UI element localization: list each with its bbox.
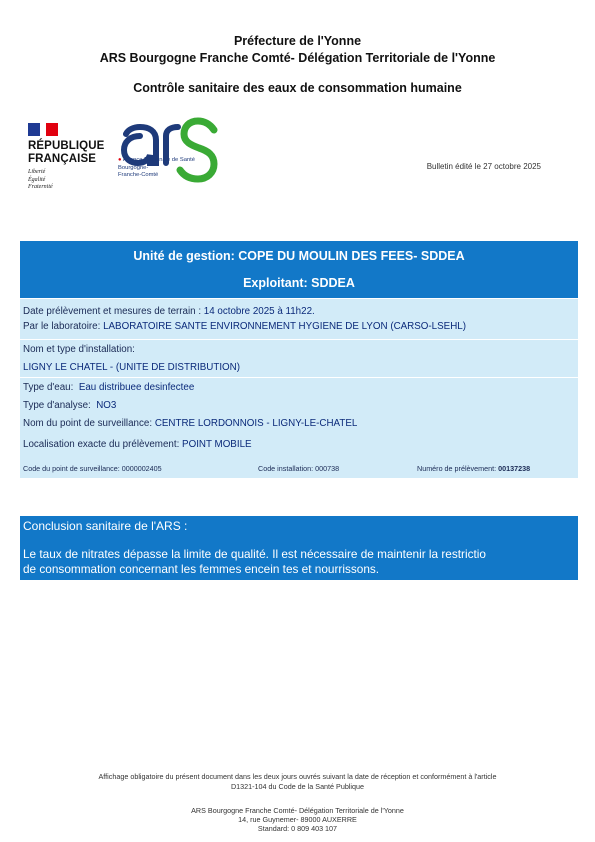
code-point-value: 0000002405	[121, 464, 162, 473]
footer-phone: Standard: 0 809 403 107	[257, 824, 338, 832]
prefecture-title: Préfecture de l'Yonne	[233, 34, 362, 48]
sampling-date-line	[23, 306, 315, 317]
code-installation-label: Code installation:	[258, 464, 314, 473]
ars-logo-subtitle: ● Agence Régionale de Santé Bourgogne- Franche-Comté	[118, 157, 196, 178]
footer-address: 14, rue Guynemer- 89000 AUXERRE	[238, 815, 357, 824]
code-installation-value: 000738	[315, 464, 340, 473]
analysis-type-label: Type d'analyse:	[23, 400, 91, 411]
water-type-value: Eau distribuee desinfectee	[78, 382, 195, 393]
installation-value-text: LIGNY LE CHATEL - (UNITE DE DISTRIBUTION)	[23, 362, 241, 373]
code-point-line	[23, 464, 162, 473]
installation-label: Nom et type d'installation:	[23, 344, 135, 355]
water-type-line	[23, 382, 194, 393]
sampling-date-label: Date prélèvement et mesures de terrain :	[23, 306, 202, 317]
rf-motto-egalite: Égalité	[28, 176, 46, 183]
divider	[20, 377, 578, 378]
code-installation-line	[258, 464, 339, 473]
rf-motto-liberte: Liberté	[28, 169, 46, 175]
location-line	[23, 439, 252, 450]
ars-sub-agence: Agence Régionale de Santé	[122, 157, 196, 163]
divider	[20, 339, 578, 340]
conclusion-text-line2: de consommation concernant les femmes encein tes et nourrissons.	[23, 562, 380, 576]
code-point-label: Code du point de surveillance:	[23, 464, 120, 473]
ars-sub-region2: Franche-Comté	[118, 172, 159, 178]
conclusion-text-line1: Le taux de nitrates dépasse la limite de qualité. Il est nécessaire de maintenir la restrictio	[23, 547, 486, 561]
rf-motto-fraternite: Fraternité	[28, 184, 53, 190]
location-label: Localisation exacte du prélèvement:	[23, 439, 180, 450]
surveillance-point-label: Nom du point de surveillance:	[23, 418, 153, 429]
laboratory-value: LABORATOIRE SANTE ENVIRONNEMENT HYGIENE DE LYON (CARSO-LSEHL)	[103, 321, 466, 332]
installation-value	[23, 362, 240, 373]
republique-francaise-logo	[28, 123, 108, 192]
ars-sub-region1: Bourgogne-	[118, 164, 149, 171]
sampling-date-value: 14 octobre 2025 à 11h22.	[203, 306, 315, 317]
conclusion-box	[20, 516, 578, 580]
analysis-type-value: NO3	[96, 400, 117, 411]
laboratory-line	[23, 321, 466, 332]
conclusion-text	[23, 547, 578, 577]
rf-name-line2: FRANÇAISE	[28, 153, 96, 165]
sample-info-box	[20, 299, 578, 478]
sample-number-label: Numéro de prélèvement:	[417, 464, 497, 473]
operator: Exploitant: SDDEA	[243, 276, 355, 290]
analysis-type-line	[23, 400, 116, 411]
footer-article-ref: D1321-104 du Code de la Santé Publique	[230, 782, 365, 791]
surveillance-point-value: CENTRE LORDONNOIS - LIGNY-LE-CHATEL	[154, 418, 358, 429]
footer-org-name: ARS Bourgogne Franche Comté- Délégation Territoriale de l'Yonne	[191, 806, 404, 815]
laboratory-label: Par le laboratoire:	[23, 321, 101, 332]
sample-number-value: 00137238	[498, 464, 531, 473]
water-type-label: Type d'eau:	[23, 382, 74, 393]
ars-delegation-title: ARS Bourgogne Franche Comté- Délégation Territoriale de l'Yonne	[99, 51, 496, 65]
rf-name-line1: RÉPUBLIQUE	[28, 140, 105, 152]
sample-number-line	[417, 464, 530, 473]
footer-display-notice: Affichage obligatoire du présent document dans les deux jours ouvrés suivant la date de réception et conformément à l'article	[98, 772, 497, 781]
bulletin-date: Bulletin édité le 27 octobre 2025	[426, 162, 541, 171]
surveillance-point-line	[23, 418, 357, 429]
conclusion-title: Conclusion sanitaire de l'ARS :	[23, 519, 188, 533]
unit-header-box	[20, 241, 578, 298]
management-unit: Unité de gestion: COPE DU MOULIN DES FEES- SDDEA	[133, 249, 465, 263]
document-title: Contrôle sanitaire des eaux de consommation humaine	[133, 81, 462, 95]
location-value: POINT MOBILE	[182, 439, 252, 450]
marianne-flag-icon	[28, 123, 58, 136]
